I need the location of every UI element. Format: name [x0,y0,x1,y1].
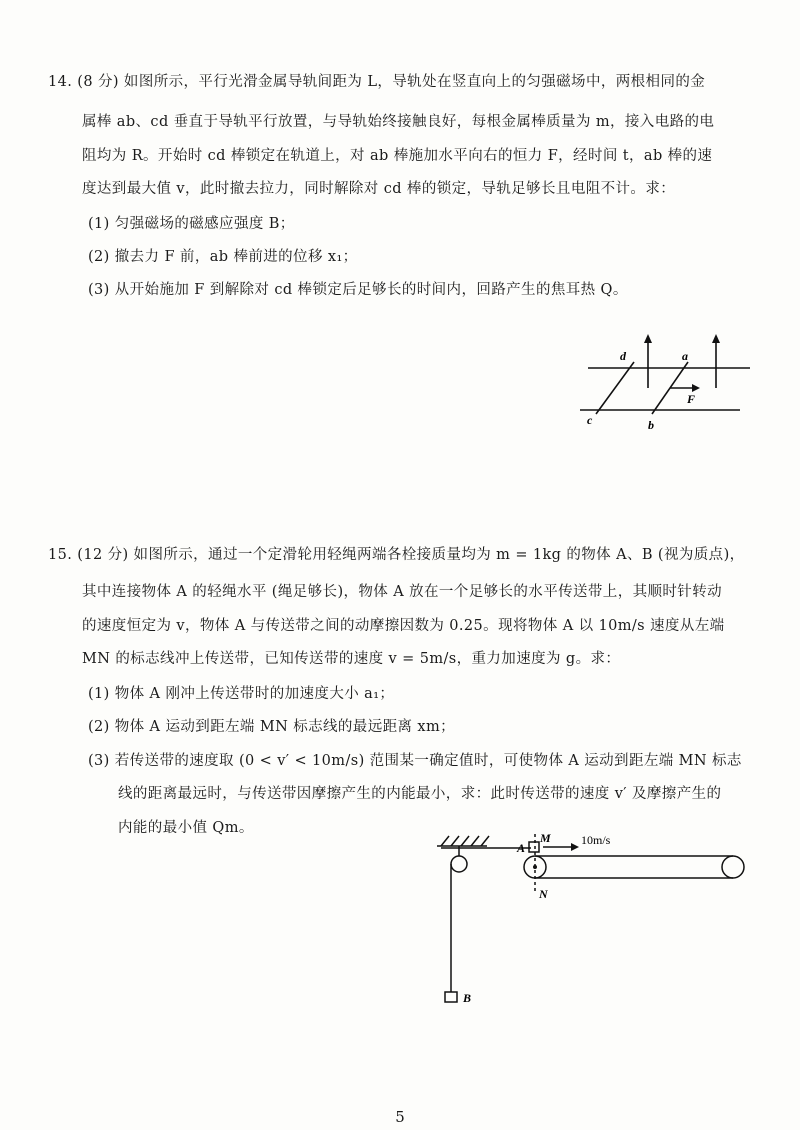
conveyor-figure [425,830,765,1010]
label-a: a [682,349,688,363]
velocity-arrowhead [571,843,579,851]
q15-line-3: 的速度恒定为 v，物体 A 与传送带之间的动摩擦因数为 0.25。现将物体 A 以 10m/s 速度从左端 [82,618,725,634]
block-A [529,842,539,852]
q15-sub-1: (1) 物体 A 刚冲上传送带时的加速度大小 a₁； [88,686,395,702]
label-N: N [539,887,548,901]
q15-sub-3: (3) 若传送带的速度取 (0 < v′ < 10m/s) 范围某一确定值时，可使物体 A 运动到距左端 MN 标志 [88,753,742,769]
label-c: c [587,413,593,427]
rails-figure [570,330,760,440]
q15-sub-3-cont: 线的距离最远时，与传送带因摩擦产生的内能最小，求：此时传送带的速度 v′ 及摩擦产生的 [118,786,722,802]
label-B: B [463,991,472,1005]
q14-line-2: 属棒 ab、cd 垂直于导轨平行放置，与导轨始终接触良好，每根金属棒质量为 m，接入电路的电 [82,114,715,130]
q15-sub-2: (2) 物体 A 运动到距左端 MN 标志线的最远距离 xm； [88,719,456,735]
q15-line-2: 其中连接物体 A 的轻绳水平 (绳足够长)，物体 A 放在一个足够长的水平传送带上，其顺时针转动 [82,584,722,600]
q14-sub-1: (1) 匀强磁场的磁感应强度 B； [88,216,295,232]
q15-line-1: 15. (12 分) 如图所示，通过一个定滑轮用轻绳两端各栓接质量均为 m = 1kg 的物体 A、B (视为质点)， [48,547,745,563]
label-A: A [517,841,526,855]
q14-line-3: 阻均为 R。开始时 cd 棒锁定在轨道上，对 ab 棒施加水平向右的恒力 F，经时间 t，ab 棒的速 [82,148,713,164]
page-number: 5 [395,1108,405,1126]
label-F: F [687,392,696,406]
roller-center-left [533,865,537,869]
rod-cd [596,362,634,414]
q14-sub-2: (2) 撤去力 F 前，ab 棒前进的位移 x₁； [88,249,358,265]
block-B [445,992,457,1002]
speed-label: 10m/s [581,833,611,847]
q15-sub-3-cont-2: 内能的最小值 Qm。 [118,820,254,836]
pulley [451,856,467,872]
field-arrowhead-1 [644,334,652,343]
label-b: b [648,418,654,432]
belt-roller-right [722,856,744,878]
label-d: d [620,349,626,363]
field-arrowhead-2 [712,334,720,343]
force-arrowhead [692,384,700,392]
q14-line-1: 14. (8 分) 如图所示，平行光滑金属导轨间距为 L，导轨处在竖直向上的匀强磁场中，两根相同的金 [48,74,706,90]
q14-line-4: 度达到最大值 v，此时撤去拉力，同时解除对 cd 棒的锁定，导轨足够长且电阻不计。求： [82,181,676,197]
label-M: M [540,831,551,845]
q15-line-4: MN 的标志线冲上传送带，已知传送带的速度 v = 5m/s，重力加速度为 g。求： [82,651,621,667]
q14-sub-3: (3) 从开始施加 F 到解除对 cd 棒锁定后足够长的时间内，回路产生的焦耳热 Q。 [88,282,628,298]
